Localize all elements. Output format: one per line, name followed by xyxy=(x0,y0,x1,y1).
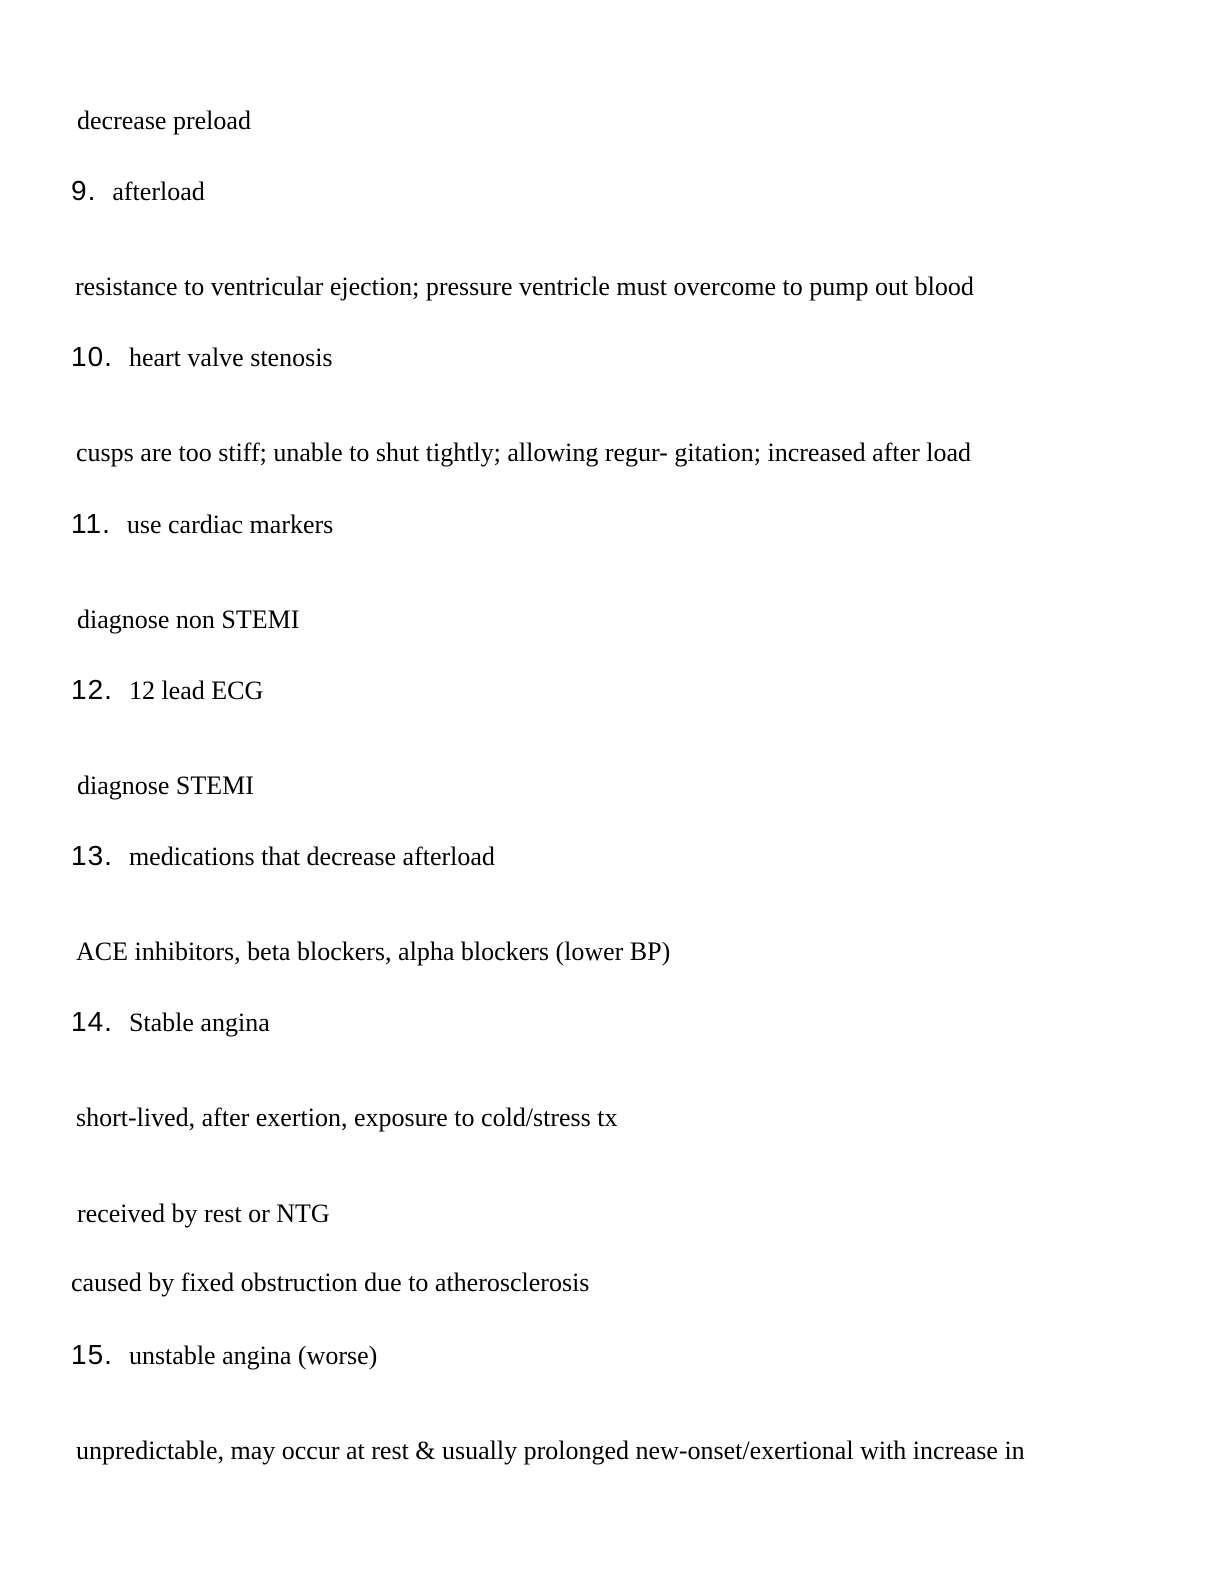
definition-line xyxy=(76,1436,1025,1466)
definition-text: ACE inhibitors, beta blockers, alpha blockers (lower BP) xyxy=(76,937,671,966)
term-line xyxy=(71,675,263,706)
definition-line xyxy=(77,605,299,635)
term-text: Stable angina xyxy=(128,1008,270,1037)
term-text: afterload xyxy=(112,177,205,206)
definition-text: diagnose non STEMI xyxy=(77,605,300,634)
term-line xyxy=(71,841,495,872)
definition-line xyxy=(75,272,974,302)
definition-text: resistance to ventricular ejection; pressure ventricle must overcome to pump out blood xyxy=(75,272,974,301)
term-text: unstable angina (worse) xyxy=(128,1341,378,1370)
definition-text: received by rest or NTG xyxy=(77,1199,330,1228)
definition-line xyxy=(76,1103,618,1133)
term-number: 14. xyxy=(71,1006,113,1037)
term-number: 10. xyxy=(71,341,113,372)
term-line xyxy=(71,509,333,540)
term-line xyxy=(71,1340,377,1371)
term-number: 9. xyxy=(71,175,97,206)
definition-line xyxy=(77,1199,330,1229)
term-line xyxy=(71,342,333,373)
term-text: use cardiac markers xyxy=(126,510,334,539)
term-text: 12 lead ECG xyxy=(128,676,264,705)
definition-text: cusps are too stiff; unable to shut tightly; allowing regur- gitation; increased after load xyxy=(76,438,972,467)
definition-text: unpredictable, may occur at rest & usually prolonged new-onset/exertional with increase in xyxy=(76,1436,1025,1465)
term-number: 11. xyxy=(71,508,111,539)
definition-text: decrease preload xyxy=(77,106,251,135)
term-number: 13. xyxy=(71,840,113,871)
term-line xyxy=(71,1007,270,1038)
definition-line xyxy=(71,1268,589,1298)
definition-text: diagnose STEMI xyxy=(77,771,254,800)
term-number: 12. xyxy=(71,674,113,705)
definition-line xyxy=(77,771,254,801)
definition-text: short-lived, after exertion, exposure to cold/stress tx xyxy=(76,1103,618,1132)
term-number: 15. xyxy=(71,1339,113,1370)
term-text: heart valve stenosis xyxy=(128,343,333,372)
definition-line xyxy=(76,937,670,967)
definition-line xyxy=(77,106,251,136)
definition-text: caused by fixed obstruction due to atherosclerosis xyxy=(71,1268,590,1297)
term-line xyxy=(71,176,205,207)
term-text: medications that decrease afterload xyxy=(128,842,495,871)
definition-line xyxy=(76,438,971,468)
